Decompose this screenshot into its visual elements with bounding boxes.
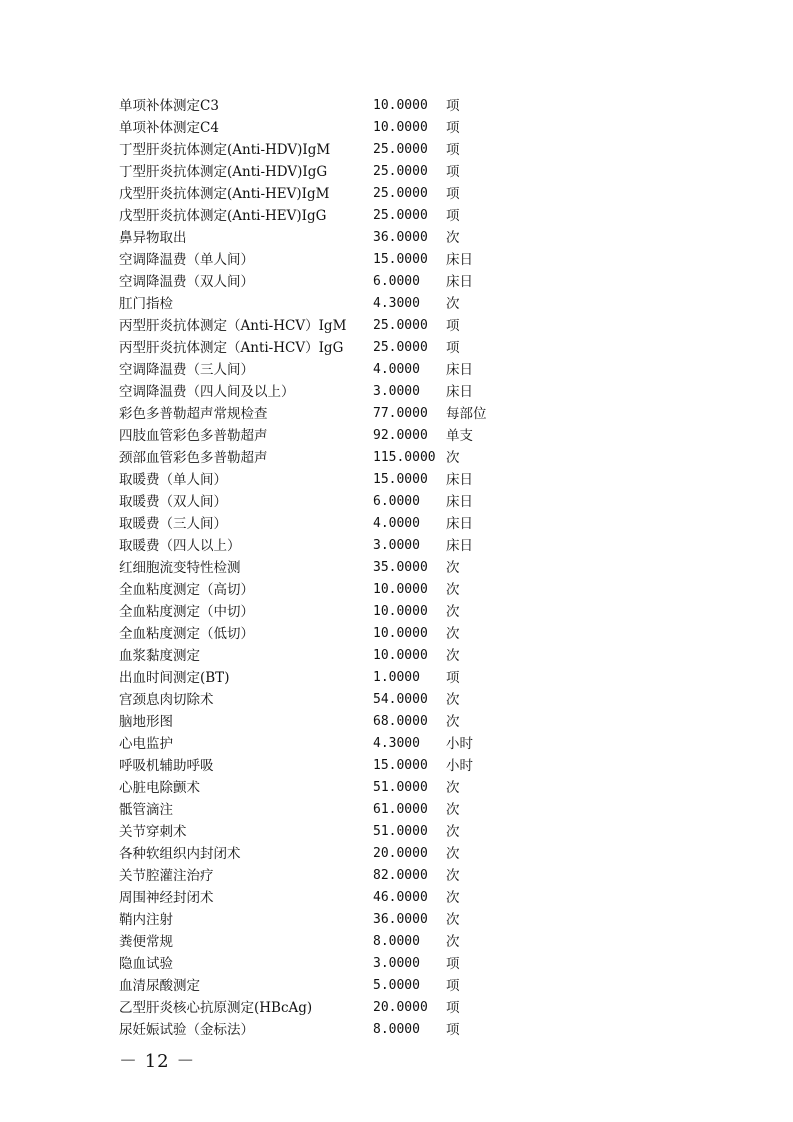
- item-name: 丙型肝炎抗体测定（Anti-HCV）IgG: [119, 340, 344, 356]
- list-item: [119, 425, 599, 447]
- item-name: 血浆黏度测定: [119, 648, 200, 664]
- item-unit: 床日: [446, 494, 473, 510]
- item-unit: 床日: [446, 516, 473, 532]
- list-item: [119, 381, 599, 403]
- item-price: 3.0000: [373, 384, 420, 399]
- item-unit: 项: [446, 318, 460, 334]
- item-unit: 项: [446, 120, 460, 136]
- item-unit: 床日: [446, 384, 473, 400]
- item-name: 尿妊娠试验（金标法）: [119, 1022, 254, 1038]
- item-name: 取暖费（四人以上）: [119, 538, 241, 554]
- list-item: [119, 249, 599, 271]
- list-item: [119, 469, 599, 491]
- item-price: 20.0000: [373, 1000, 428, 1015]
- item-price: 36.0000: [373, 230, 428, 245]
- item-name: 骶管滴注: [119, 802, 173, 818]
- item-price: 115.0000: [373, 450, 436, 465]
- list-item: [119, 161, 599, 183]
- item-name: 宫颈息肉切除术: [119, 692, 214, 708]
- item-name: 戊型肝炎抗体测定(Anti-HEV)IgG: [119, 208, 327, 224]
- item-name: 丙型肝炎抗体测定（Anti-HCV）IgM: [119, 318, 347, 334]
- list-item: [119, 997, 599, 1019]
- item-price: 8.0000: [373, 1022, 420, 1037]
- item-name: 心电监护: [119, 736, 173, 752]
- item-unit: 次: [446, 780, 460, 796]
- item-unit: 项: [446, 340, 460, 356]
- item-unit: 次: [446, 296, 460, 312]
- item-unit: 次: [446, 230, 460, 246]
- item-price: 25.0000: [373, 318, 428, 333]
- item-name: 鞘内注射: [119, 912, 173, 928]
- item-price: 25.0000: [373, 142, 428, 157]
- list-item: [119, 865, 599, 887]
- item-name: 丁型肝炎抗体测定(Anti-HDV)IgM: [119, 142, 331, 158]
- item-price: 82.0000: [373, 868, 428, 883]
- item-name: 血清尿酸测定: [119, 978, 200, 994]
- item-unit: 床日: [446, 538, 473, 554]
- item-price: 4.3000: [373, 296, 420, 311]
- item-unit: 次: [446, 802, 460, 818]
- list-item: [119, 645, 599, 667]
- list-item: [119, 139, 599, 161]
- item-unit: 次: [446, 560, 460, 576]
- list-item: [119, 293, 599, 315]
- list-item: [119, 711, 599, 733]
- list-item: [119, 117, 599, 139]
- list-item: [119, 337, 599, 359]
- item-unit: 次: [446, 582, 460, 598]
- item-price: 3.0000: [373, 538, 420, 553]
- item-unit: 单支: [446, 428, 473, 444]
- item-price: 92.0000: [373, 428, 428, 443]
- item-price: 25.0000: [373, 340, 428, 355]
- list-item: [119, 579, 599, 601]
- item-name: 乙型肝炎核心抗原测定(HBcAg): [119, 1000, 313, 1016]
- list-item: [119, 205, 599, 227]
- item-unit: 项: [446, 142, 460, 158]
- item-unit: 项: [446, 1000, 460, 1016]
- item-price: 5.0000: [373, 978, 420, 993]
- item-unit: 项: [446, 98, 460, 114]
- item-price: 10.0000: [373, 604, 428, 619]
- list-item: [119, 315, 599, 337]
- list-item: [119, 95, 599, 117]
- list-item: [119, 821, 599, 843]
- item-price: 25.0000: [373, 186, 428, 201]
- list-item: [119, 931, 599, 953]
- item-name: 出血时间测定(BT): [119, 670, 230, 686]
- item-unit: 项: [446, 670, 460, 686]
- item-price: 8.0000: [373, 934, 420, 949]
- list-item: [119, 557, 599, 579]
- item-name: 空调降温费（三人间）: [119, 362, 254, 378]
- item-price: 54.0000: [373, 692, 428, 707]
- item-unit: 床日: [446, 362, 473, 378]
- item-unit: 每部位: [446, 406, 487, 422]
- item-price: 68.0000: [373, 714, 428, 729]
- list-item: [119, 183, 599, 205]
- list-item: [119, 689, 599, 711]
- item-name: 丁型肝炎抗体测定(Anti-HDV)IgG: [119, 164, 328, 180]
- item-unit: 次: [446, 450, 460, 466]
- page-number: － 12 －: [119, 1051, 196, 1072]
- item-unit: 小时: [446, 758, 473, 774]
- item-price: 51.0000: [373, 780, 428, 795]
- list-item: [119, 403, 599, 425]
- list-item: [119, 1019, 599, 1041]
- list-item: [119, 733, 599, 755]
- item-name: 单项补体测定C4: [119, 120, 219, 136]
- item-name: 空调降温费（四人间及以上）: [119, 384, 295, 400]
- item-unit: 次: [446, 648, 460, 664]
- item-unit: 项: [446, 1022, 460, 1038]
- item-unit: 项: [446, 978, 460, 994]
- item-unit: 次: [446, 626, 460, 642]
- list-item: [119, 777, 599, 799]
- item-unit: 次: [446, 604, 460, 620]
- item-name: 心脏电除颤术: [119, 780, 200, 796]
- item-unit: 床日: [446, 274, 473, 290]
- list-item: [119, 755, 599, 777]
- item-name: 粪便常规: [119, 934, 173, 950]
- list-item: [119, 601, 599, 623]
- item-name: 全血粘度测定（低切）: [119, 626, 254, 642]
- item-name: 肛门指检: [119, 296, 173, 312]
- item-price: 10.0000: [373, 120, 428, 135]
- item-name: 取暖费（三人间）: [119, 516, 227, 532]
- item-unit: 次: [446, 824, 460, 840]
- item-name: 取暖费（单人间）: [119, 472, 227, 488]
- item-name: 彩色多普勒超声常规检查: [119, 406, 268, 422]
- item-unit: 次: [446, 868, 460, 884]
- item-price: 10.0000: [373, 582, 428, 597]
- item-price: 10.0000: [373, 98, 428, 113]
- item-name: 全血粘度测定（高切）: [119, 582, 254, 598]
- list-item: [119, 491, 599, 513]
- item-unit: 次: [446, 934, 460, 950]
- item-price: 4.3000: [373, 736, 420, 751]
- item-price: 61.0000: [373, 802, 428, 817]
- item-name: 隐血试验: [119, 956, 173, 972]
- item-price: 15.0000: [373, 758, 428, 773]
- item-unit: 床日: [446, 472, 473, 488]
- list-item: [119, 271, 599, 293]
- item-name: 空调降温费（单人间）: [119, 252, 254, 268]
- item-name: 关节腔灌注治疗: [119, 868, 214, 884]
- item-price: 51.0000: [373, 824, 428, 839]
- item-unit: 次: [446, 714, 460, 730]
- item-price: 46.0000: [373, 890, 428, 905]
- item-price: 6.0000: [373, 494, 420, 509]
- list-item: [119, 975, 599, 997]
- item-unit: 项: [446, 164, 460, 180]
- item-unit: 小时: [446, 736, 473, 752]
- item-price: 35.0000: [373, 560, 428, 575]
- item-name: 取暖费（双人间）: [119, 494, 227, 510]
- item-name: 全血粘度测定（中切）: [119, 604, 254, 620]
- item-name: 脑地形图: [119, 714, 173, 730]
- item-name: 戊型肝炎抗体测定(Anti-HEV)IgM: [119, 186, 330, 202]
- item-name: 单项补体测定C3: [119, 98, 219, 114]
- item-price: 4.0000: [373, 362, 420, 377]
- item-price: 25.0000: [373, 164, 428, 179]
- list-item: [119, 667, 599, 689]
- list-item: [119, 623, 599, 645]
- list-item: [119, 887, 599, 909]
- item-price: 36.0000: [373, 912, 428, 927]
- list-item: [119, 843, 599, 865]
- list-item: [119, 227, 599, 249]
- list-item: [119, 909, 599, 931]
- item-name: 呼吸机辅助呼吸: [119, 758, 214, 774]
- item-name: 颈部血管彩色多普勒超声: [119, 450, 268, 466]
- item-unit: 床日: [446, 252, 473, 268]
- item-unit: 项: [446, 956, 460, 972]
- item-price: 6.0000: [373, 274, 420, 289]
- item-unit: 项: [446, 208, 460, 224]
- item-unit: 次: [446, 912, 460, 928]
- list-item: [119, 799, 599, 821]
- item-unit: 项: [446, 186, 460, 202]
- list-item: [119, 535, 599, 557]
- item-price: 10.0000: [373, 648, 428, 663]
- item-unit: 次: [446, 846, 460, 862]
- item-unit: 次: [446, 692, 460, 708]
- item-unit: 次: [446, 890, 460, 906]
- item-price: 25.0000: [373, 208, 428, 223]
- price-list: [119, 95, 599, 1041]
- item-name: 鼻异物取出: [119, 230, 187, 246]
- item-price: 10.0000: [373, 626, 428, 641]
- item-price: 77.0000: [373, 406, 428, 421]
- item-price: 20.0000: [373, 846, 428, 861]
- list-item: [119, 447, 599, 469]
- item-price: 3.0000: [373, 956, 420, 971]
- item-price: 4.0000: [373, 516, 420, 531]
- item-name: 红细胞流变特性检测: [119, 560, 241, 576]
- item-name: 各种软组织内封闭术: [119, 846, 241, 862]
- list-item: [119, 513, 599, 535]
- item-name: 周围神经封闭术: [119, 890, 214, 906]
- list-item: [119, 953, 599, 975]
- item-price: 15.0000: [373, 472, 428, 487]
- item-name: 四肢血管彩色多普勒超声: [119, 428, 268, 444]
- item-name: 空调降温费（双人间）: [119, 274, 254, 290]
- item-name: 关节穿刺术: [119, 824, 187, 840]
- item-price: 15.0000: [373, 252, 428, 267]
- item-price: 1.0000: [373, 670, 420, 685]
- list-item: [119, 359, 599, 381]
